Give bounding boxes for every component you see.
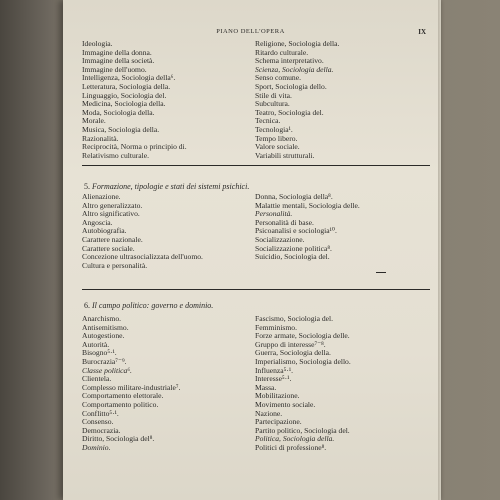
- index-entry: Politici di professione⁸.: [255, 442, 327, 452]
- index-entry: Clientela.: [82, 374, 112, 384]
- index-entry: Sport, Sociologia dello.: [255, 81, 327, 91]
- index-entry: Variabili strutturali.: [255, 150, 315, 160]
- index-entry: Nazione.: [255, 408, 283, 418]
- section6-title: Il campo politico: governo e dominio.: [92, 301, 214, 310]
- section6-number: 6.: [84, 301, 90, 310]
- index-entry: Forze armate, Sociologia delle.: [255, 331, 350, 341]
- index-entry: Interesse⁵·¹.: [255, 374, 292, 384]
- index-entry: Guerra, Sociologia della.: [255, 348, 331, 358]
- section4-left-column: [82, 40, 187, 160]
- index-entry: Donna, Sociologia della⁸.: [255, 192, 333, 201]
- index-entry: Altro significativo.: [82, 209, 140, 219]
- index-entry: Ideologia.: [82, 39, 113, 48]
- index-entry: Schema interpretativo.: [255, 56, 324, 66]
- index-entry: Autorità.: [82, 339, 110, 349]
- index-entry: Morale.: [82, 116, 106, 126]
- index-entry: Tecnica.: [255, 116, 281, 126]
- index-entry: Valore sociale.: [255, 142, 300, 152]
- index-entry: Razionalità.: [82, 133, 119, 143]
- section-divider: [82, 165, 430, 166]
- index-entry: Scienza, Sociologia della.: [255, 64, 334, 74]
- index-entry: Socializzazione.: [255, 234, 305, 244]
- index-entry: Conflitto⁵·¹.: [82, 408, 119, 418]
- index-entry: Personalità.: [255, 209, 293, 219]
- book-page: [63, 0, 438, 500]
- section5-number: 5.: [84, 182, 90, 191]
- index-entry: Femminismo.: [255, 322, 297, 332]
- index-entry: Democrazia.: [82, 425, 121, 435]
- index-entry: Letteratura, Sociologia della.: [82, 81, 171, 91]
- index-entry: Immagine dell'uomo.: [82, 64, 147, 74]
- index-entry: Massa.: [255, 382, 277, 392]
- index-entry: Autogestione.: [82, 331, 125, 341]
- index-entry: Fascismo, Sociologia del.: [255, 314, 334, 323]
- index-entry: Reciprocità, Norma o principio di.: [82, 142, 187, 152]
- index-entry: Alienazione.: [82, 192, 121, 201]
- index-entry: Immagine della donna.: [82, 47, 152, 57]
- index-entry: Concezione ultrasocializzata dell'uomo.: [82, 252, 203, 262]
- index-entry: Bisogno⁵·¹.: [82, 348, 117, 358]
- section5-right-column: [255, 193, 360, 262]
- section5-left-column: [82, 193, 203, 270]
- page-number: IX: [418, 28, 426, 36]
- index-entry: Relativismo culturale.: [82, 150, 150, 160]
- index-entry: Gruppo di interesse⁷⁻⁸.: [255, 339, 326, 349]
- index-entry: Dominio.: [82, 442, 111, 452]
- index-entry: Intelligenza, Sociologia della⁶.: [82, 73, 176, 83]
- index-entry: Cultura e personalità.: [82, 260, 148, 270]
- index-entry: Consenso.: [82, 417, 114, 427]
- section5-title: Formazione, tipologie e stati dei sistemi psichici.: [92, 182, 250, 191]
- index-entry: Classe politica⁶.: [82, 365, 132, 375]
- section4-right-column: [255, 40, 339, 160]
- index-entry: Linguaggio, Sociologia del.: [82, 90, 167, 100]
- index-entry: Movimento sociale.: [255, 399, 316, 409]
- index-entry: Teatro, Sociologia del.: [255, 107, 324, 117]
- index-entry: Comportamento elettorale.: [82, 391, 164, 401]
- index-entry: Malattie mentali, Sociologia delle.: [255, 200, 360, 210]
- index-entry: Carattere nazionale.: [82, 234, 143, 244]
- index-entry: Diritto, Sociologia del⁸.: [82, 434, 155, 444]
- index-entry: Partecipazione.: [255, 417, 302, 427]
- index-entry: Partito politico, Sociologia del.: [255, 425, 350, 435]
- index-entry: Religione, Sociologia della.: [255, 39, 340, 48]
- index-entry: Antisemitismo.: [82, 322, 129, 332]
- section6-heading: [84, 301, 213, 310]
- index-entry: Subcultura.: [255, 99, 290, 109]
- index-entry: Immagine della società.: [82, 56, 155, 66]
- index-entry: Influenza⁵·¹.: [255, 365, 294, 375]
- index-entry: Burocrazia⁷⁻⁹.: [82, 356, 127, 366]
- end-dash: [376, 272, 386, 273]
- index-entry: Complesso militare-industriale⁷.: [82, 382, 181, 392]
- index-entry: Musica, Sociologia della.: [82, 124, 160, 134]
- section6-right-column: [255, 315, 351, 453]
- index-entry: Tecnologia¹.: [255, 124, 293, 134]
- index-entry: Anarchismo.: [82, 314, 122, 323]
- index-entry: Psicoanalisi e sociologia¹⁰.: [255, 226, 337, 236]
- section6-left-column: [82, 315, 180, 453]
- index-entry: Senso comune.: [255, 73, 301, 83]
- section-divider: [82, 289, 430, 290]
- index-entry: Moda, Sociologia della.: [82, 107, 155, 117]
- index-entry: Autobiografia.: [82, 226, 127, 236]
- index-entry: Politica, Sociologia della.: [255, 434, 335, 444]
- running-head: PIANO DELL'OPERA: [216, 28, 285, 35]
- index-entry: Comportamento politico.: [82, 399, 159, 409]
- index-entry: Altro generalizzato.: [82, 200, 143, 210]
- index-entry: Tempo libero.: [255, 133, 298, 143]
- index-entry: Personalità di base.: [255, 217, 314, 227]
- index-entry: Carattere sociale.: [82, 243, 135, 253]
- index-entry: Ritardo culturale.: [255, 47, 309, 57]
- index-entry: Medicina, Sociologia della.: [82, 99, 166, 109]
- index-entry: Mobilitazione.: [255, 391, 300, 401]
- index-entry: Suicidio, Sociologia del.: [255, 252, 330, 262]
- index-entry: Angoscia.: [82, 217, 113, 227]
- index-entry: Stile di vita.: [255, 90, 292, 100]
- section5-heading: [84, 182, 249, 191]
- index-entry: Imperialismo, Sociologia dello.: [255, 356, 351, 366]
- index-entry: Socializzazione politica⁸.: [255, 243, 332, 253]
